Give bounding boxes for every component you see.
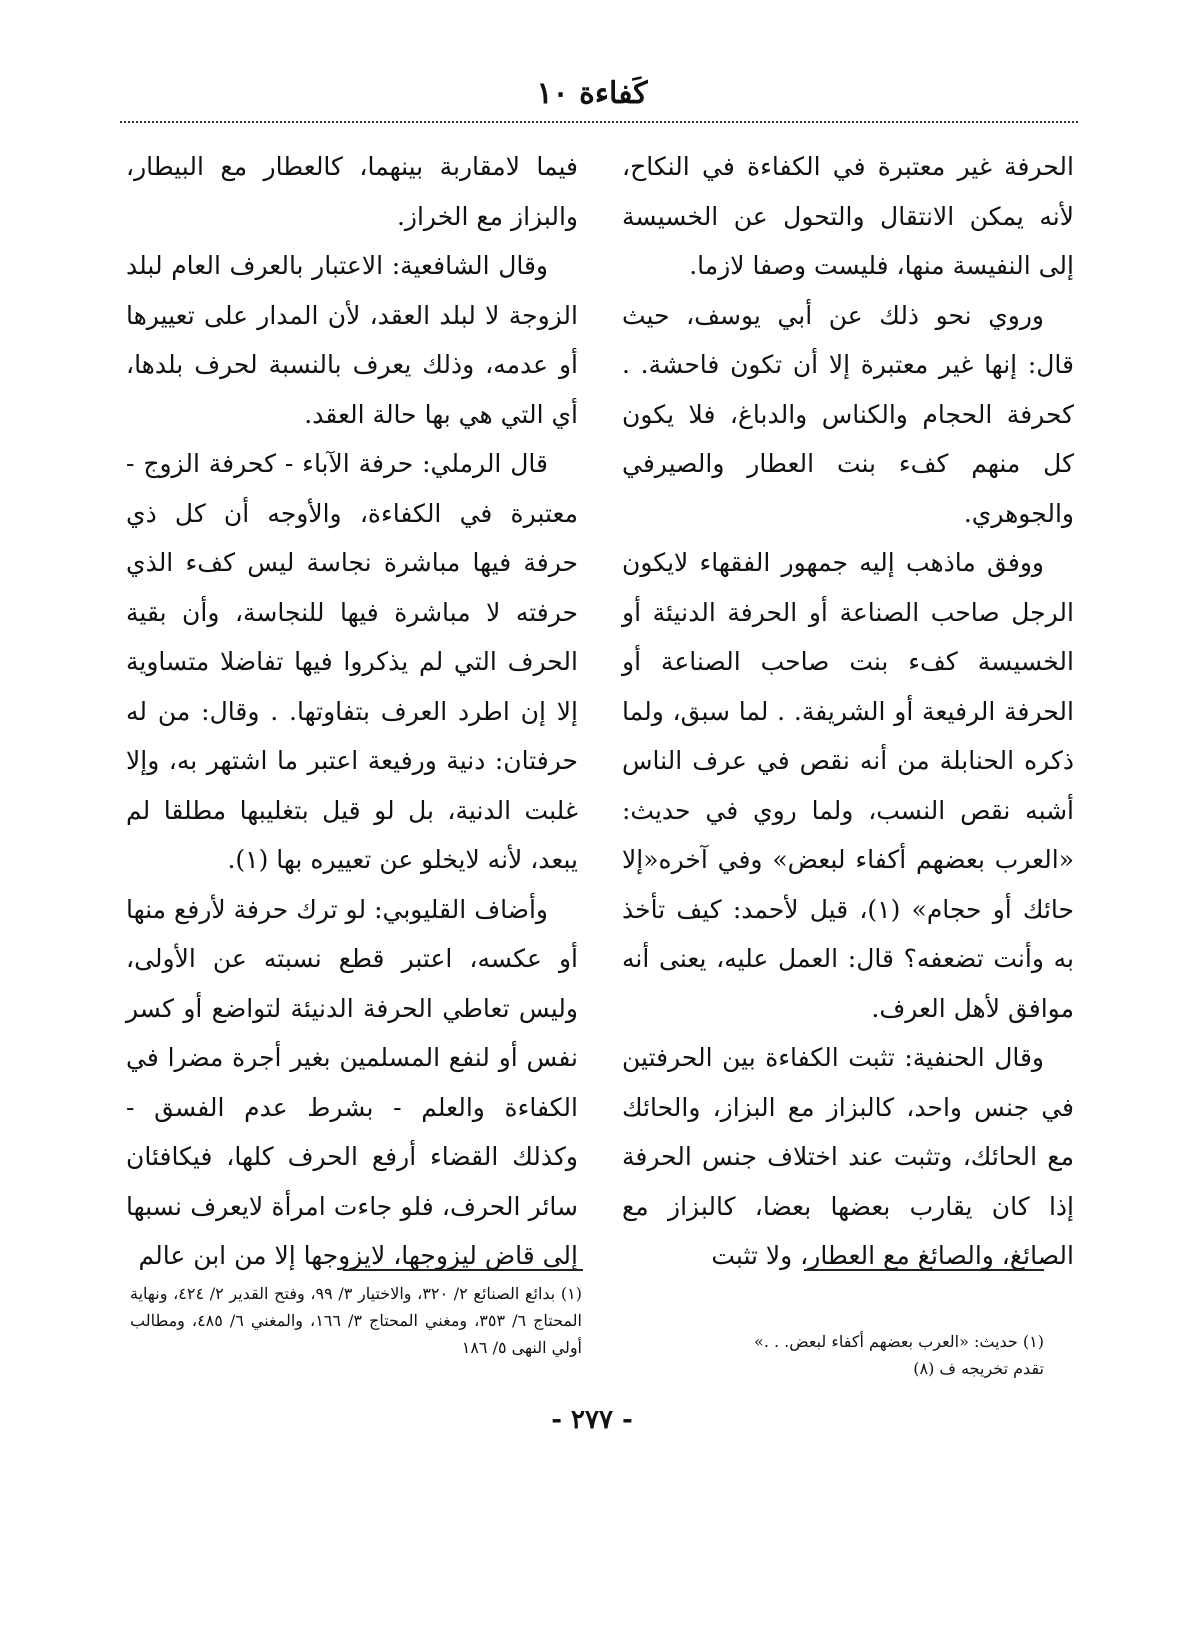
page-number: - ٢٧٧ - (551, 1405, 633, 1435)
paragraph: قال الرملي: حرفة الآباء - كحرفة الزوج - معتبرة في الكفاءة، والأوجه أن كل ذي حرفة فيها مباشرة نجاسة ليس كفء الذي حرفته لا مباشرة فيها للنجاسة، وأن بقية الحرف التي لم يذكروا فيها تفاضلا متساوية إلا إن اطرد العرف بتفاوتها. . وقال: من له حرفتان: دنية ورفيعة اعتبر ما اشتهر به، وإلا غلبت الدنية، بل لو قيل بتغليبها مطلقا لم يبعد، لأنه لايخلو عن تعييره بها (١). (126, 449, 578, 874)
running-header-title: كَفاءة ١٠ (536, 76, 648, 111)
right-text-column (622, 142, 1074, 1281)
paragraph: ووفق ماذهب إليه جمهور الفقهاء لايكون الرجل صاحب الصناعة أو الحرفة الدنيئة أو الخسيسة كفء بنت صاحب الصناعة أو الحرفة الرفيعة أو الشريفة. . لما سبق، ولما ذكره الحنابلة من أنه نقص في عرف الناس أشبه نقص النسب، ولما روي في حديث: «العرب بعضهم أكفاء لبعض» وفي آخره«إلا حائك أو حجام» (١)، قيل لأحمد: كيف تأخذ به وأنت تضعفه؟ قال: العمل عليه، يعنى أنه موافق لأهل العرف. (622, 548, 1074, 1023)
footnotes-right (614, 1328, 1044, 1382)
left-text-column (126, 142, 578, 1281)
header-dotted-rule (120, 121, 1078, 123)
footnote-line: (١) بدائع الصنائع ٢/ ٣٢٠، والاختيار ٣/ ٩٩، وفتح القدير ٢/ ٤٢٤، ونهاية المحتاج ٦/ ٣٥٣، ومغني المحتاج ٣/ ١٦٦، والمغني ٦/ ٤٨٥، ومطالب أولي النهى ٥/ ١٨٦ (130, 1284, 582, 1357)
paragraph: وقال الشافعية: الاعتبار بالعرف العام لبلد الزوجة لا لبلد العقد، لأن المدار على تعييرها أو عدمه، وذلك يعرف بالنسبة لحرف بلدها، أي التي هي بها حالة العقد. (126, 251, 578, 429)
paragraph: وقال الحنفية: تثبت الكفاءة بين الحرفتين في جنس واحد، كالبزاز مع البزاز، والحائك مع الحائك، وتثبت عند اختلاف جنس الحرفة إذا كان يقارب بعضها بعضا، كالبزاز مع الصائغ، والصائغ مع العطار، ولا تثبت (622, 1043, 1074, 1270)
footnote-line: (١) حديث: «العرب بعضهم أكفاء لبعض. . .» (754, 1332, 1044, 1351)
footnotes-left (130, 1280, 582, 1361)
paragraph-continuation: فيما لامقاربة بينهما، كالعطار مع البيطار، والبزاز مع الخراز. (126, 152, 578, 231)
paragraph: وأضاف القليوبي: لو ترك حرفة لأرفع منها أو عكسه، اعتبر قطع نسبته عن الأولى، وليس تعاطي الحرفة الدنيئة لتواضع أو كسر نفس أو لنفع المسلمين بغير أجرة مضرا في الكفاءة والعلم - بشرط عدم الفسق - وكذلك القضاء أرفع الحرف كلها، فيكافئان سائر الحرف، فلو جاءت امرأة لايعرف نسبها إلى قاض ليزوجها، لايزوجها إلا من ابن عالم (126, 894, 578, 1270)
footnote-line: تقدم تخريجه ف (٨) (913, 1359, 1044, 1378)
footnote-separator-left (343, 1269, 583, 1271)
paragraph: الحرفة غير معتبرة في الكفاءة في النكاح، لأنه يمكن الانتقال والتحول عن الخسيسة إلى النفيسة منها، فليست وصفا لازما. (622, 152, 1074, 280)
paragraph: وروي نحو ذلك عن أبي يوسف، حيث قال: إنها غير معتبرة إلا أن تكون فاحشة. . كحرفة الحجام والكناس والدباغ، فلا يكون كل منهم كفء بنت العطار والصيرفي والجوهري. (622, 300, 1074, 528)
footnote-separator-right (804, 1269, 1044, 1271)
